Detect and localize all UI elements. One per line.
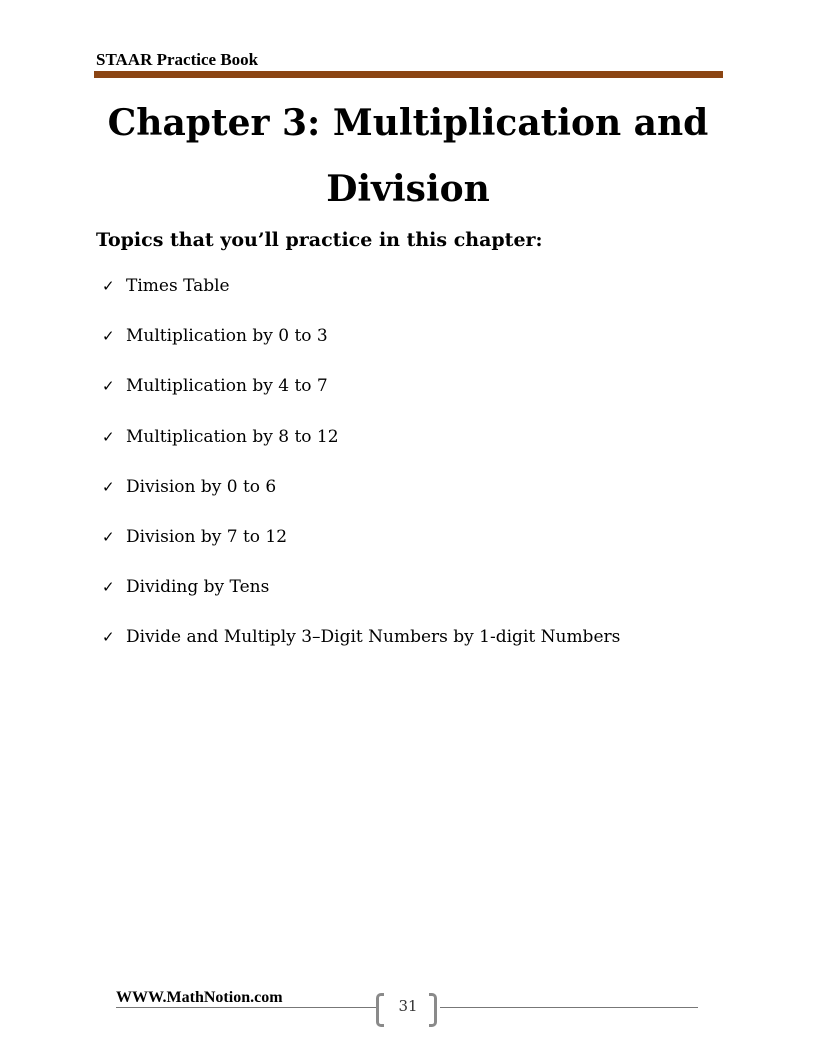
topic-label: Times Table — [126, 276, 230, 296]
footer-website: WWW.MathNotion.com — [116, 989, 283, 1006]
topic-item — [102, 623, 620, 673]
topic-item — [102, 322, 620, 372]
topics-heading: Topics that you’ll practice in this chapter: — [96, 229, 543, 251]
topic-list — [102, 272, 620, 674]
footer-divider-right — [440, 1007, 698, 1008]
checkmark-icon: ✓ — [102, 477, 115, 496]
checkmark-icon: ✓ — [102, 578, 115, 597]
topic-item — [102, 423, 620, 473]
topic-label: Dividing by Tens — [126, 577, 270, 598]
header-divider — [94, 71, 723, 78]
topic-label: Multiplication by 8 to 12 — [126, 426, 339, 447]
topic-label: Division by 0 to 6 — [126, 476, 277, 497]
checkmark-icon: ✓ — [102, 327, 115, 346]
chapter-title-line-2: Division — [326, 168, 490, 210]
checkmark-icon: ✓ — [102, 377, 115, 396]
page-number-bracket-right — [429, 993, 437, 1027]
footer-divider-left — [116, 1007, 377, 1008]
topic-item — [102, 473, 620, 523]
topic-label: Multiplication by 0 to 3 — [126, 326, 328, 347]
chapter-title-line-1: Chapter 3: Multiplication and — [107, 102, 709, 144]
topic-item — [102, 372, 620, 422]
topic-label: Multiplication by 4 to 7 — [126, 376, 328, 397]
page-number-bracket-left — [376, 993, 384, 1027]
checkmark-icon: ✓ — [102, 527, 115, 546]
topic-label: Division by 7 to 12 — [126, 526, 288, 547]
book-title: STAAR Practice Book — [96, 50, 259, 69]
checkmark-icon: ✓ — [102, 427, 115, 446]
topic-item — [102, 573, 620, 623]
topic-label: Divide and Multiply 3–Digit Numbers by 1-digit Numbers — [126, 627, 621, 648]
checkmark-icon: ✓ — [102, 277, 115, 295]
topic-item — [102, 523, 620, 573]
topic-item — [102, 272, 620, 322]
chapter-title — [0, 90, 816, 222]
checkmark-icon: ✓ — [102, 628, 115, 647]
page-number: 31 — [398, 997, 418, 1015]
